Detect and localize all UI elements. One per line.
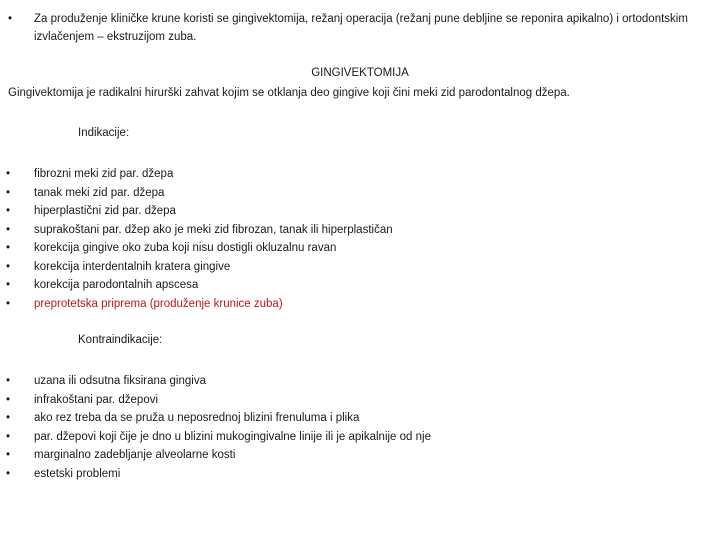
bullet: • (6, 393, 11, 406)
list-item-text: hiperplastični zid par. džepa (34, 205, 176, 217)
bullet: • (6, 186, 11, 199)
intro-text: Za produženje kliničke krune koristi se gingivektomija, režanj operacija (režanj pune debljine se reponira apikalno) i ortodontskim izvlačenjem – ekstruzijom zuba. (34, 13, 688, 43)
list-item-text: preprotetska priprema (produženje krunice zuba) (34, 297, 283, 310)
bullet: • (6, 375, 11, 387)
bullet: • (6, 168, 11, 180)
list-item-text: marginalno zadebljanje alveolarne kosti (34, 449, 236, 461)
list-item-text: korekcija gingive oko zuba koji nisu dostigli okluzalnu ravan (34, 242, 337, 254)
list-item-text: korekcija parodontalnih apscesa (34, 279, 199, 291)
list-item-text: fibrozni meki zid par. džepa (34, 168, 174, 180)
list-item-text: infrakoštani par. džepovi (34, 393, 159, 406)
bullet: • (6, 467, 11, 480)
list-item-text: korekcija interdentalnih kratera gingive (34, 260, 231, 273)
bullet: • (6, 297, 11, 310)
bullet: • (6, 430, 11, 443)
intro-paragraph (8, 10, 708, 46)
list-item-text: tanak meki zid par. džepa (34, 186, 165, 199)
bullet: • (6, 449, 11, 461)
bullet: • (6, 223, 11, 236)
contraindications-title: Kontraindikacije: (78, 334, 163, 346)
list-item-text: par. džepovi koji čije je dno u blizini mukogingivalne linije ili je apikalnije od nje (34, 430, 431, 443)
list-item-text: uzana ili odsutna fiksirana gingiva (34, 375, 206, 387)
bullet: • (6, 260, 11, 273)
bullet: • (8, 13, 13, 25)
section-heading: GINGIVEKTOMIJA (311, 67, 409, 79)
bullet: • (6, 205, 11, 217)
bullet: • (6, 242, 11, 254)
indications-title: Indikacije: (78, 127, 130, 139)
definition-text: Gingivektomija je radikalni hirurški zahvat kojim se otklanja deo gingive koji čini meki zid parodontalnog džepa. (8, 87, 570, 99)
bullet: • (6, 412, 11, 424)
list-item-text: estetski problemi (34, 467, 121, 480)
list-item-text: ako rez treba da se pruža u neposrednoj blizini frenuluma i plika (34, 412, 360, 424)
list-item-text: suprakoštani par. džep ako je meki zid fibrozan, tanak ili hiperplastičan (34, 223, 393, 236)
bullet: • (6, 279, 11, 291)
